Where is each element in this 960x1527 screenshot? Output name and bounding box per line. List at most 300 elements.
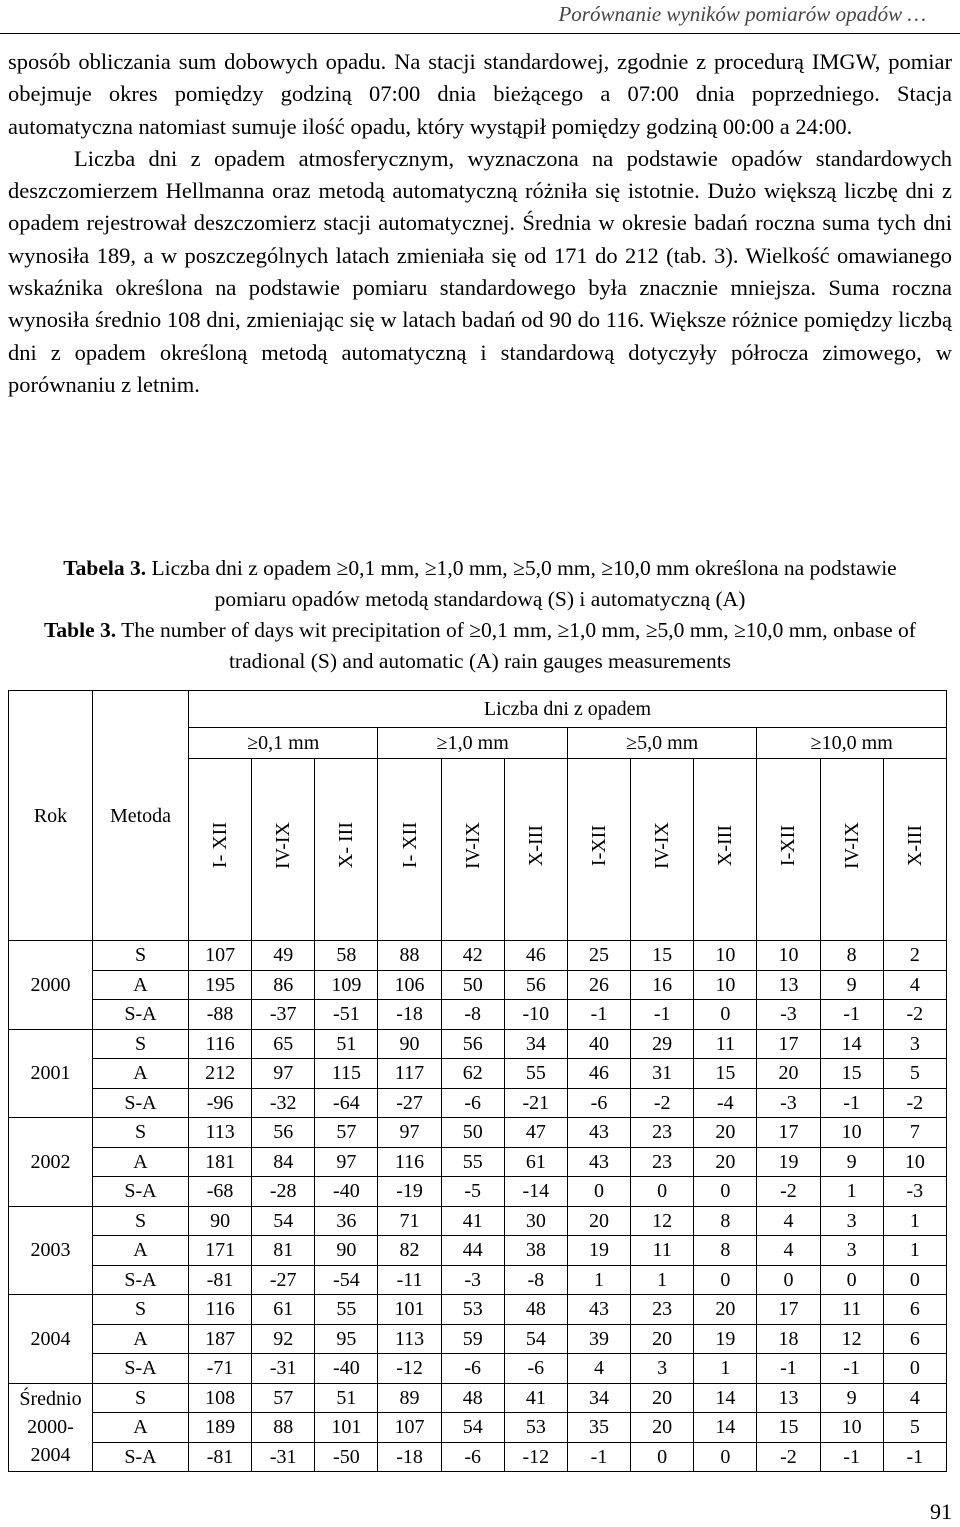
value-cell: 9 [820, 1383, 883, 1413]
value-cell: -6 [441, 1442, 504, 1472]
method-cell: A [93, 1059, 189, 1089]
value-cell: -6 [441, 1088, 504, 1118]
year-cell [9, 1029, 93, 1118]
value-cell: 90 [315, 1236, 378, 1266]
value-cell: 20 [757, 1059, 820, 1089]
page-number: 91 [930, 1499, 952, 1524]
value-cell: -12 [378, 1354, 441, 1384]
method-cell: S-A [93, 1442, 189, 1472]
value-cell: -2 [883, 1088, 946, 1118]
table-caption [30, 553, 930, 677]
value-cell: 50 [441, 1118, 504, 1148]
value-cell: 20 [694, 1147, 757, 1177]
method-cell: S [93, 1118, 189, 1148]
value-cell: -3 [441, 1265, 504, 1295]
threshold-header: ≥1,0 mm [378, 728, 567, 759]
period-header [631, 759, 694, 941]
value-cell: -37 [252, 1000, 315, 1030]
value-cell: 38 [504, 1236, 567, 1266]
period-header [189, 759, 252, 941]
value-cell: 88 [252, 1413, 315, 1443]
value-cell: -21 [504, 1088, 567, 1118]
value-cell: -1 [820, 1000, 883, 1030]
value-cell: -3 [757, 1000, 820, 1030]
value-cell: 1 [567, 1265, 630, 1295]
value-cell: -18 [378, 1442, 441, 1472]
value-cell: -64 [315, 1088, 378, 1118]
paragraph-2: Liczba dni z opadem atmosferycznym, wyznaczona na podstawie opadów standardowych deszczomierzem Hellmanna oraz metodą automatyczną różniła się istotnie. Dużo większą liczbę dni z opadem rejestrował deszczomierz stacji automatycznej. Średnia w okresie badań roczna suma tych dni wynosiła 189, a w poszczególnych latach zmieniała się od 171 do 212 (tab. 3). Wielkość omawianego wskaźnika określona na podstawie pomiaru standardowego była znacznie mniejsza. Suma roczna wynosiła średnio 108 dni, zmieniając się w latach badań od 90 do 116. Większe różnice pomiędzy liczbą dni z opadem określoną metodą automatyczną i standardową dotyczyły półrocza zimowego, w porównaniu z letnim. [8, 145, 952, 397]
value-cell: 89 [378, 1383, 441, 1413]
value-cell: -3 [883, 1177, 946, 1207]
method-cell: S-A [93, 1265, 189, 1295]
value-cell: 0 [820, 1265, 883, 1295]
period-label: I-XII [777, 824, 800, 867]
value-cell: 51 [315, 1029, 378, 1059]
value-cell: 0 [883, 1354, 946, 1384]
value-cell: 0 [567, 1177, 630, 1207]
value-cell: 10 [820, 1413, 883, 1443]
value-cell: 12 [631, 1206, 694, 1236]
value-cell: 56 [441, 1029, 504, 1059]
value-cell: 187 [189, 1324, 252, 1354]
value-cell: 31 [631, 1059, 694, 1089]
value-cell: -1 [820, 1354, 883, 1384]
method-cell: A [93, 970, 189, 1000]
value-cell: 46 [504, 941, 567, 971]
method-cell: S-A [93, 1177, 189, 1207]
method-cell: S [93, 1295, 189, 1325]
value-cell: 107 [189, 941, 252, 971]
value-cell: 56 [252, 1118, 315, 1148]
value-cell: 20 [694, 1295, 757, 1325]
value-cell: -2 [757, 1442, 820, 1472]
header-row-group [9, 691, 947, 728]
value-cell: 23 [631, 1147, 694, 1177]
value-cell: -5 [441, 1177, 504, 1207]
value-cell: 46 [567, 1059, 630, 1089]
table-row [9, 1000, 947, 1030]
method-cell: A [93, 1413, 189, 1443]
value-cell: 36 [315, 1206, 378, 1236]
value-cell: 3 [820, 1206, 883, 1236]
value-cell: 14 [694, 1413, 757, 1443]
value-cell: 18 [757, 1324, 820, 1354]
caption-pl [30, 553, 930, 615]
value-cell: 43 [567, 1295, 630, 1325]
value-cell: 86 [252, 970, 315, 1000]
value-cell: 0 [694, 1000, 757, 1030]
value-cell: -51 [315, 1000, 378, 1030]
value-cell: 0 [883, 1265, 946, 1295]
value-cell: 108 [189, 1383, 252, 1413]
value-cell: 15 [820, 1059, 883, 1089]
year-label: 2000 [30, 973, 71, 996]
value-cell: 42 [441, 941, 504, 971]
value-cell: 29 [631, 1029, 694, 1059]
value-cell: 51 [315, 1383, 378, 1413]
value-cell: 97 [315, 1147, 378, 1177]
value-cell: -96 [189, 1088, 252, 1118]
value-cell: -1 [820, 1442, 883, 1472]
group-header: Liczba dni z opadem [189, 691, 947, 728]
value-cell: 17 [757, 1029, 820, 1059]
value-cell: 81 [252, 1236, 315, 1266]
value-cell: 44 [441, 1236, 504, 1266]
value-cell: 59 [441, 1324, 504, 1354]
value-cell: 54 [441, 1413, 504, 1443]
value-cell: 3 [631, 1354, 694, 1384]
body-text [8, 46, 952, 401]
value-cell: 41 [441, 1206, 504, 1236]
value-cell: 8 [694, 1236, 757, 1266]
value-cell: -1 [883, 1442, 946, 1472]
value-cell: 212 [189, 1059, 252, 1089]
table-row [9, 1118, 947, 1148]
value-cell: -54 [315, 1265, 378, 1295]
caption-pl-label: Tabela 3. [63, 556, 147, 580]
value-cell: 90 [189, 1206, 252, 1236]
value-cell: 20 [567, 1206, 630, 1236]
threshold-header: ≥10,0 mm [757, 728, 947, 759]
value-cell: 90 [378, 1029, 441, 1059]
caption-en [30, 615, 930, 677]
value-cell: 0 [694, 1265, 757, 1295]
value-cell: 2 [883, 941, 946, 971]
value-cell: -31 [252, 1354, 315, 1384]
period-header [694, 759, 757, 941]
year-label: 2004 [30, 1444, 71, 1467]
paragraph-1: sposób obliczania sum dobowych opadu. Na stacji standardowej, zgodnie z procedurą IMGW, pomiar obejmuje okres pomiędzy godziną 07:00 dnia bieżącego a 07:00 dnia poprzedniego. Stacja automatyczna natomiast sumuje ilość opadu, który wystąpił pomiędzy godziną 00:00 a 24:00. [8, 49, 952, 139]
value-cell: 0 [694, 1177, 757, 1207]
value-cell: 3 [883, 1029, 946, 1059]
value-cell: 13 [757, 970, 820, 1000]
value-cell: 8 [694, 1206, 757, 1236]
value-cell: 0 [631, 1442, 694, 1472]
table-row [9, 1236, 947, 1266]
period-header [252, 759, 315, 941]
year-label: 2002 [30, 1150, 71, 1173]
value-cell: 106 [378, 970, 441, 1000]
value-cell: 17 [757, 1295, 820, 1325]
value-cell: 0 [694, 1442, 757, 1472]
value-cell: 6 [883, 1324, 946, 1354]
value-cell: -6 [504, 1354, 567, 1384]
value-cell: 16 [631, 970, 694, 1000]
value-cell: 9 [820, 1147, 883, 1177]
value-cell: 189 [189, 1413, 252, 1443]
value-cell: 57 [315, 1118, 378, 1148]
value-cell: -27 [378, 1088, 441, 1118]
value-cell: 53 [504, 1413, 567, 1443]
value-cell: 40 [567, 1029, 630, 1059]
rok-header: Rok [9, 691, 93, 941]
value-cell: -32 [252, 1088, 315, 1118]
value-cell: -10 [504, 1000, 567, 1030]
table-row [9, 1354, 947, 1384]
value-cell: -12 [504, 1442, 567, 1472]
value-cell: 1 [883, 1206, 946, 1236]
value-cell: 55 [504, 1059, 567, 1089]
value-cell: 11 [694, 1029, 757, 1059]
period-header [567, 759, 630, 941]
table-row [9, 1324, 947, 1354]
value-cell: 0 [631, 1177, 694, 1207]
period-header [883, 759, 946, 941]
value-cell: 97 [252, 1059, 315, 1089]
value-cell: -2 [757, 1177, 820, 1207]
value-cell: 7 [883, 1118, 946, 1148]
value-cell: 116 [189, 1029, 252, 1059]
metoda-header: Metoda [93, 691, 189, 941]
year-cell [9, 1295, 93, 1384]
value-cell: 84 [252, 1147, 315, 1177]
value-cell: 26 [567, 970, 630, 1000]
value-cell: 113 [189, 1118, 252, 1148]
table-row [9, 1265, 947, 1295]
value-cell: -27 [252, 1265, 315, 1295]
value-cell: -14 [504, 1177, 567, 1207]
year-cell [9, 1206, 93, 1295]
value-cell: 181 [189, 1147, 252, 1177]
method-cell: S [93, 1029, 189, 1059]
value-cell: 48 [441, 1383, 504, 1413]
value-cell: 195 [189, 970, 252, 1000]
value-cell: 48 [504, 1295, 567, 1325]
value-cell: 95 [315, 1324, 378, 1354]
value-cell: 30 [504, 1206, 567, 1236]
value-cell: 10 [757, 941, 820, 971]
value-cell: -1 [631, 1000, 694, 1030]
value-cell: -88 [189, 1000, 252, 1030]
value-cell: 20 [694, 1118, 757, 1148]
method-cell: S [93, 1206, 189, 1236]
value-cell: 61 [504, 1147, 567, 1177]
method-cell: S-A [93, 1354, 189, 1384]
value-cell: 116 [378, 1147, 441, 1177]
method-cell: S-A [93, 1000, 189, 1030]
value-cell: 54 [252, 1206, 315, 1236]
value-cell: 82 [378, 1236, 441, 1266]
value-cell: 171 [189, 1236, 252, 1266]
year-cell [9, 1118, 93, 1207]
value-cell: 13 [757, 1383, 820, 1413]
value-cell: 11 [820, 1295, 883, 1325]
table-row [9, 1088, 947, 1118]
value-cell: 20 [631, 1324, 694, 1354]
value-cell: 58 [315, 941, 378, 971]
value-cell: -2 [883, 1000, 946, 1030]
value-cell: 55 [315, 1295, 378, 1325]
value-cell: -71 [189, 1354, 252, 1384]
value-cell: 115 [315, 1059, 378, 1089]
period-label: IV-IX [651, 821, 674, 870]
value-cell: -6 [567, 1088, 630, 1118]
method-cell: A [93, 1236, 189, 1266]
year-label: Średnio [19, 1388, 82, 1411]
value-cell: 10 [694, 941, 757, 971]
table-row [9, 970, 947, 1000]
value-cell: 0 [757, 1265, 820, 1295]
year-cell [9, 941, 93, 1030]
period-header [757, 759, 820, 941]
value-cell: 101 [315, 1413, 378, 1443]
table-row [9, 1295, 947, 1325]
year-cell [9, 1383, 93, 1472]
period-label: X- III [335, 822, 358, 869]
period-label: X-III [903, 824, 926, 867]
value-cell: 15 [757, 1413, 820, 1443]
threshold-header: ≥5,0 mm [567, 728, 756, 759]
period-label: IV-IX [840, 821, 863, 870]
value-cell: 10 [883, 1147, 946, 1177]
table-row [9, 1383, 947, 1413]
caption-en-text: The number of days wit precipitation of ≥0,1 mm, ≥1,0 mm, ≥5,0 mm, ≥10,0 mm, onbase of tradional (S) and automatic (A) rain gauges measurements [121, 618, 916, 673]
value-cell: 50 [441, 970, 504, 1000]
value-cell: 35 [567, 1413, 630, 1443]
value-cell: 1 [631, 1265, 694, 1295]
table-row [9, 941, 947, 971]
value-cell: -19 [378, 1177, 441, 1207]
period-header [504, 759, 567, 941]
period-label: I- XII [398, 822, 421, 869]
value-cell: 19 [694, 1324, 757, 1354]
value-cell: -28 [252, 1177, 315, 1207]
value-cell: -68 [189, 1177, 252, 1207]
value-cell: 5 [883, 1059, 946, 1089]
value-cell: 14 [820, 1029, 883, 1059]
year-label: 2001 [30, 1062, 71, 1085]
value-cell: 19 [567, 1236, 630, 1266]
table-row [9, 1177, 947, 1207]
value-cell: 65 [252, 1029, 315, 1059]
value-cell: 25 [567, 941, 630, 971]
value-cell: 23 [631, 1118, 694, 1148]
table-body [9, 941, 947, 1472]
value-cell: 107 [378, 1413, 441, 1443]
value-cell: 47 [504, 1118, 567, 1148]
value-cell: -1 [757, 1354, 820, 1384]
period-header [441, 759, 504, 941]
value-cell: 1 [820, 1177, 883, 1207]
value-cell: 97 [378, 1118, 441, 1148]
value-cell: 10 [694, 970, 757, 1000]
value-cell: -8 [504, 1265, 567, 1295]
caption-en-label: Table 3. [44, 618, 117, 642]
method-cell: A [93, 1324, 189, 1354]
value-cell: 9 [820, 970, 883, 1000]
value-cell: -11 [378, 1265, 441, 1295]
value-cell: -31 [252, 1442, 315, 1472]
value-cell: 56 [504, 970, 567, 1000]
value-cell: 49 [252, 941, 315, 971]
value-cell: 11 [631, 1236, 694, 1266]
table-row [9, 1413, 947, 1443]
value-cell: 23 [631, 1295, 694, 1325]
value-cell: 1 [694, 1354, 757, 1384]
value-cell: -50 [315, 1442, 378, 1472]
value-cell: -1 [820, 1088, 883, 1118]
value-cell: 4 [883, 1383, 946, 1413]
value-cell: 101 [378, 1295, 441, 1325]
value-cell: -8 [441, 1000, 504, 1030]
threshold-header: ≥0,1 mm [189, 728, 378, 759]
value-cell: -4 [694, 1088, 757, 1118]
method-cell: S [93, 941, 189, 971]
value-cell: 113 [378, 1324, 441, 1354]
value-cell: 62 [441, 1059, 504, 1089]
period-label: IV-IX [272, 821, 295, 870]
value-cell: 15 [631, 941, 694, 971]
value-cell: -81 [189, 1265, 252, 1295]
value-cell: -6 [441, 1354, 504, 1384]
value-cell: -40 [315, 1354, 378, 1384]
value-cell: 109 [315, 970, 378, 1000]
period-label: X-III [524, 824, 547, 867]
value-cell: 5 [883, 1413, 946, 1443]
table-head [9, 691, 947, 941]
period-label: IV-IX [461, 821, 484, 870]
running-header: Porównanie wyników pomiarów opadów … [558, 2, 926, 26]
table-row [9, 1029, 947, 1059]
value-cell: 17 [757, 1118, 820, 1148]
value-cell: 20 [631, 1383, 694, 1413]
value-cell: 34 [504, 1029, 567, 1059]
period-label: X-III [714, 824, 737, 867]
value-cell: 92 [252, 1324, 315, 1354]
precipitation-days-table [8, 690, 947, 1472]
table-row [9, 1059, 947, 1089]
value-cell: 41 [504, 1383, 567, 1413]
value-cell: 55 [441, 1147, 504, 1177]
method-cell: S [93, 1383, 189, 1413]
period-header [820, 759, 883, 941]
value-cell: 3 [820, 1236, 883, 1266]
value-cell: -2 [631, 1088, 694, 1118]
value-cell: 54 [504, 1324, 567, 1354]
value-cell: 14 [694, 1383, 757, 1413]
caption-pl-text: Liczba dni z opadem ≥0,1 mm, ≥1,0 mm, ≥5,0 mm, ≥10,0 mm określona na podstawie pomiaru opadów metodą standardową (S) i automatyczną (A) [151, 556, 897, 611]
value-cell: 57 [252, 1383, 315, 1413]
table-row [9, 1206, 947, 1236]
value-cell: 19 [757, 1147, 820, 1177]
period-label: I- XII [209, 822, 232, 869]
method-cell: S-A [93, 1088, 189, 1118]
year-label: 2003 [30, 1239, 71, 1262]
table-row [9, 1147, 947, 1177]
value-cell: 53 [441, 1295, 504, 1325]
period-header [315, 759, 378, 941]
value-cell: 116 [189, 1295, 252, 1325]
year-label: 2004 [30, 1327, 71, 1350]
header-rule [0, 33, 960, 34]
year-label: 2000- [27, 1416, 74, 1439]
value-cell: 4 [757, 1206, 820, 1236]
value-cell: 4 [757, 1236, 820, 1266]
value-cell: -1 [567, 1442, 630, 1472]
value-cell: 6 [883, 1295, 946, 1325]
value-cell: 4 [883, 970, 946, 1000]
value-cell: -1 [567, 1000, 630, 1030]
period-header [378, 759, 441, 941]
value-cell: 34 [567, 1383, 630, 1413]
value-cell: 15 [694, 1059, 757, 1089]
value-cell: -81 [189, 1442, 252, 1472]
value-cell: 39 [567, 1324, 630, 1354]
value-cell: 12 [820, 1324, 883, 1354]
value-cell: 10 [820, 1118, 883, 1148]
value-cell: 4 [567, 1354, 630, 1384]
value-cell: -40 [315, 1177, 378, 1207]
